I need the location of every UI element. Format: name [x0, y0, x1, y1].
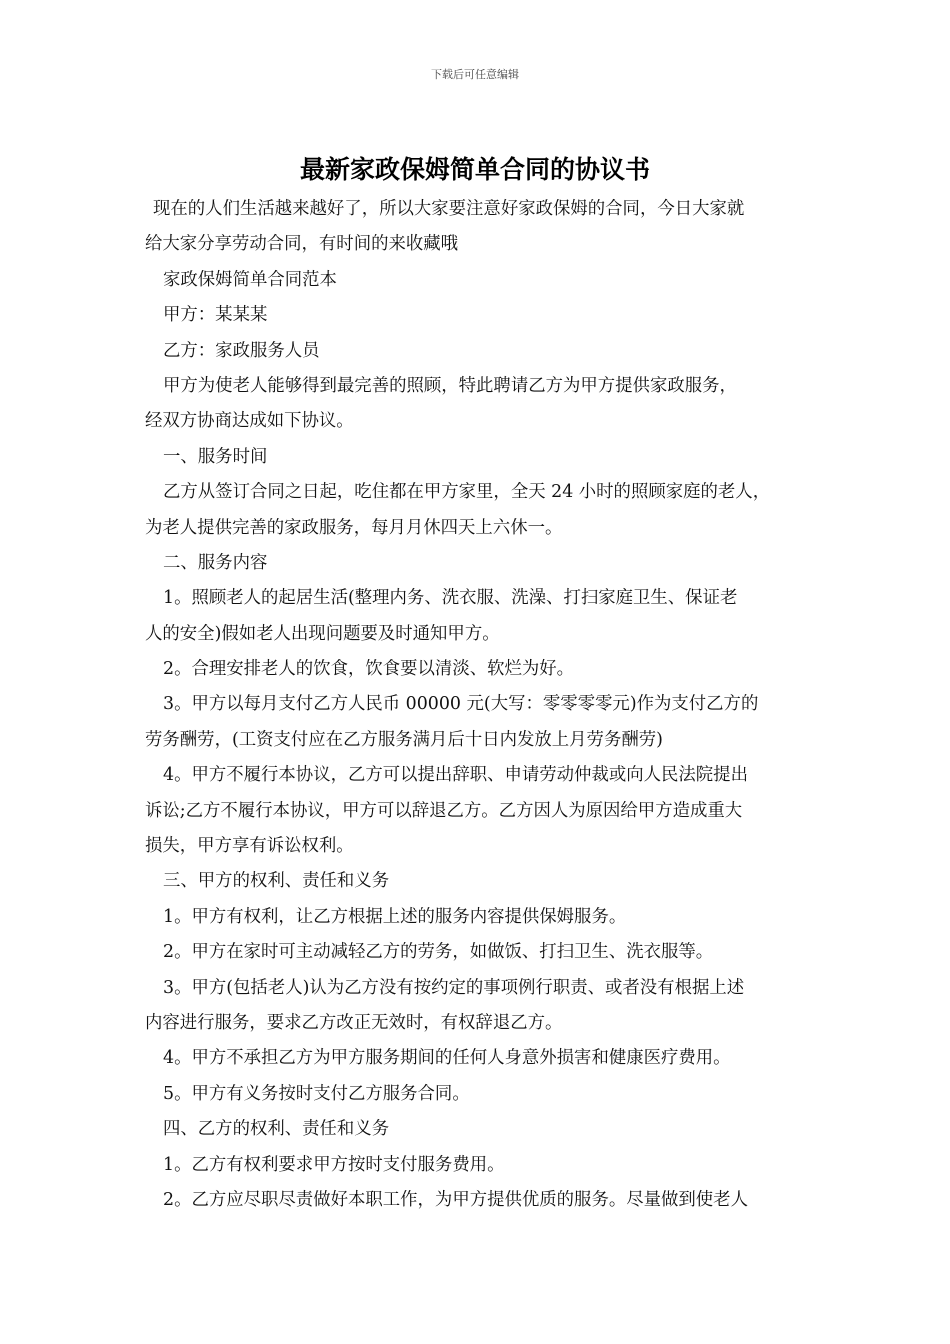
paragraph-line: 乙方从签订合同之日起，吃住都在甲方家里，全天 24 小时的照顾家庭的老人， [163, 482, 771, 503]
paragraph-line: 二、服务内容 [163, 552, 268, 573]
paragraph-line: 诉讼;乙方不履行本协议，甲方可以辞退乙方。乙方因人为原因给甲方造成重大 [145, 800, 743, 821]
paragraph-line: 2。乙方应尽职尽责做好本职工作，为甲方提供优质的服务。尽量做到使老人 [163, 1189, 748, 1210]
paragraph-line: 劳务酬劳，(工资支付应在乙方服务满月后十日内发放上月劳务酬劳) [145, 729, 663, 750]
paragraph-line: 1。甲方有权利，让乙方根据上述的服务内容提供保姆服务。 [163, 906, 627, 927]
paragraph-line: 2。合理安排老人的饮食，饮食要以清淡、软烂为好。 [163, 659, 575, 680]
paragraph-line: 甲方：某某某 [163, 305, 268, 326]
document-title: 最新家政保姆简单合同的协议书 [299, 155, 650, 184]
paragraph-line: 甲方为使老人能够得到最完善的照顾，特此聘请乙方为甲方提供家政服务， [163, 375, 737, 396]
paragraph-line: 人的安全)假如老人出现问题要及时通知甲方。 [145, 623, 500, 644]
paragraph-line: 家政保姆简单合同范本 [163, 269, 337, 290]
paragraph-line: 四、乙方的权利、责任和义务 [163, 1119, 390, 1140]
paragraph-line: 给大家分享劳动合同，有时间的来收藏哦 [145, 234, 459, 255]
paragraph-line: 1。照顾老人的起居生活(整理内务、洗衣服、洗澡、打扫家庭卫生、保证老 [163, 588, 738, 609]
paragraph-line: 经双方协商达成如下协议。 [145, 411, 354, 432]
paragraph-line: 乙方：家政服务人员 [163, 340, 320, 361]
paragraph-line: 4。甲方不履行本协议，乙方可以提出辞职、申请劳动仲裁或向人民法院提出 [163, 765, 748, 786]
paragraph-line: 为老人提供完善的家政服务，每月月休四天上六休一。 [145, 517, 563, 538]
paragraph-line: 5。甲方有义务按时支付乙方服务合同。 [163, 1083, 470, 1104]
paragraph-line: 3。甲方(包括老人)认为乙方没有按约定的事项例行职责、或者没有根据上述 [163, 977, 745, 998]
paragraph-line: 一、服务时间 [163, 446, 268, 467]
header-note: 下载后可任意编辑 [431, 68, 519, 81]
paragraph-line: 三、甲方的权利、责任和义务 [163, 871, 390, 892]
paragraph-line: 2。甲方在家时可主动减轻乙方的劳务，如做饭、打扫卫生、洗衣服等。 [163, 942, 714, 963]
paragraph-line: 损失，甲方享有诉讼权利。 [145, 836, 354, 857]
document-body [145, 192, 809, 1218]
paragraph-line: 内容进行服务，要求乙方改正无效时，有权辞退乙方。 [145, 1012, 563, 1033]
paragraph-line: 1。乙方有权利要求甲方按时支付服务费用。 [163, 1154, 505, 1175]
paragraph-line: 现在的人们生活越来越好了，所以大家要注意好家政保姆的合同，今日大家就 [153, 199, 745, 219]
paragraph-line: 4。甲方不承担乙方为甲方服务期间的任何人身意外损害和健康医疗费用。 [163, 1048, 731, 1069]
paragraph-line: 3。甲方以每月支付乙方人民币 00000 元(大写：零零零零元)作为支付乙方的 [163, 694, 759, 715]
